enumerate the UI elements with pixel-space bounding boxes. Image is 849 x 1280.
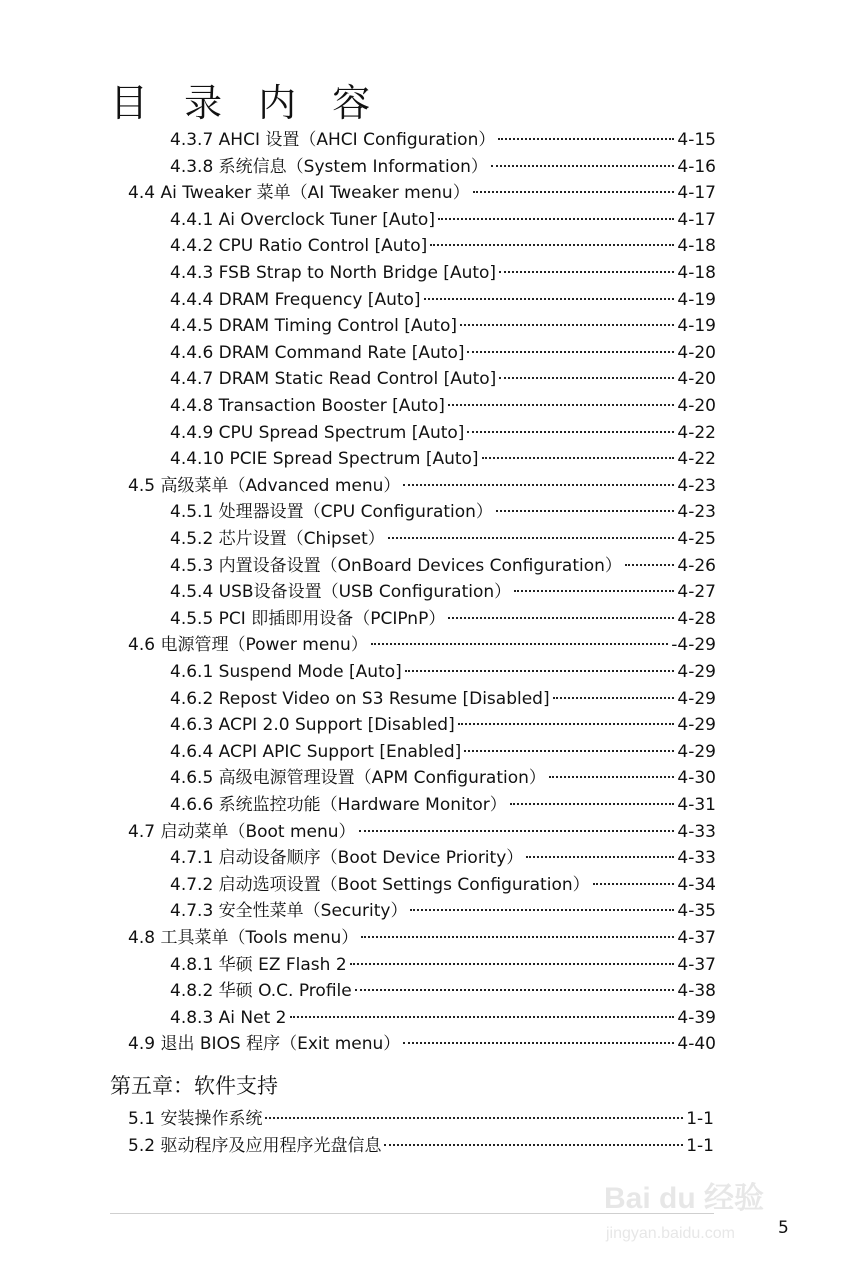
dot-leader — [491, 165, 675, 167]
toc-entry[interactable] — [0, 553, 716, 580]
toc-entry-page: 4-37 — [677, 954, 716, 975]
dot-leader — [448, 617, 674, 619]
toc-entry-title: 退出 BIOS 程序（Exit menu） — [160, 1034, 401, 1055]
toc-entry-page: 4-17 — [677, 209, 716, 230]
toc-entry-title: Repost Video on S3 Resume [Disabled] — [218, 688, 550, 709]
toc-entry-title: 安装操作系统 — [160, 1109, 263, 1129]
dot-leader — [290, 1016, 675, 1018]
toc-entry-page: 4-16 — [677, 156, 716, 177]
toc-entry-title: Ai Overclock Tuner [Auto] — [218, 209, 435, 230]
toc-entry-number: 4.4.5 — [170, 316, 214, 337]
dot-leader — [526, 856, 674, 858]
dot-leader — [593, 883, 675, 885]
toc-entry-number: 4.7.1 — [170, 848, 214, 869]
dot-leader — [625, 564, 675, 566]
toc-entry-title: USB设备设置（USB Configuration） — [218, 582, 512, 603]
dot-leader — [473, 191, 675, 193]
toc-entry[interactable] — [0, 898, 716, 925]
dot-leader — [424, 298, 675, 300]
dot-leader — [438, 218, 674, 220]
toc-entry-number: 4.4.4 — [170, 289, 214, 310]
toc-entry-number: 4.4.6 — [170, 342, 214, 363]
toc-entry[interactable] — [0, 260, 716, 287]
toc-entry-page: 4-29 — [677, 688, 716, 709]
toc-entry-page: 4-37 — [677, 928, 716, 948]
toc-entry-title: PCI 即插即用设备（PCIPnP） — [218, 608, 446, 629]
toc-entry[interactable] — [0, 313, 716, 340]
toc-entry-page: 4-20 — [677, 396, 716, 416]
dot-leader — [403, 1042, 674, 1044]
toc-entry-title: 芯片设置（Chipset） — [218, 529, 385, 549]
toc-entry-page: 1-1 — [686, 1109, 714, 1129]
toc-entry-title: 高级电源管理设置（APM Configuration） — [218, 768, 546, 789]
toc-entry-title: 工具菜单（Tools menu） — [160, 928, 359, 948]
toc-entry-number: 4.3.8 — [170, 156, 214, 177]
toc-entry-title: 高级菜单（Advanced menu） — [160, 475, 401, 496]
toc-entry-title: 华硕 O.C. Profile — [218, 981, 352, 1002]
toc-entry-title: Transaction Booster [Auto] — [218, 396, 445, 416]
dot-leader — [403, 484, 674, 486]
page-number: 5 — [778, 1218, 789, 1238]
toc-entry-number: 4.6.1 — [170, 662, 214, 682]
toc-entry-number: 4.6.3 — [170, 715, 214, 736]
toc-entry[interactable] — [0, 606, 716, 633]
toc-entry-page: 4-35 — [677, 901, 716, 922]
page-title: 目 录 内 容 — [110, 81, 383, 125]
watermark-brand: Bai du 经验 — [604, 1182, 765, 1215]
toc-entry-page: 4-31 — [677, 795, 716, 815]
toc-entry-title: ACPI 2.0 Support [Disabled] — [218, 715, 455, 736]
toc-entry-title: 电源管理（Power menu） — [160, 635, 368, 656]
toc-entry-title: CPU Ratio Control [Auto] — [218, 236, 428, 257]
dot-leader — [430, 244, 674, 246]
toc-entry-title: CPU Spread Spectrum [Auto] — [218, 422, 465, 443]
toc-entry-number: 4.4.8 — [170, 396, 214, 416]
toc-entry-number: 4.5.1 — [170, 502, 214, 523]
toc-entry-number: 4.6.4 — [170, 741, 214, 762]
dot-leader — [498, 138, 674, 140]
toc-entry-page: 4-40 — [677, 1034, 716, 1055]
dot-leader — [482, 457, 675, 459]
toc-entry[interactable] — [0, 154, 716, 181]
toc-entry-number: 4.6.2 — [170, 688, 214, 709]
toc-entry-number: 4.8.2 — [170, 981, 214, 1002]
chapter-5-list — [0, 1106, 849, 1159]
toc-entry[interactable] — [0, 287, 716, 314]
dot-leader — [371, 643, 668, 645]
dot-leader — [510, 803, 675, 805]
toc-entry-page: 4-39 — [677, 1007, 716, 1028]
toc-entry-title: 启动菜单（Boot menu） — [160, 821, 356, 842]
toc-entry-title: PCIE Spread Spectrum [Auto] — [229, 449, 479, 470]
toc-entry[interactable] — [0, 1005, 716, 1032]
toc-entry[interactable] — [0, 659, 716, 686]
toc-entry-title: DRAM Command Rate [Auto] — [218, 342, 465, 363]
toc-entry-number: 4.9 — [128, 1034, 156, 1055]
toc-entry-title: 启动选项设置（Boot Settings Configuration） — [218, 874, 590, 895]
toc-entry-title: 系统监控功能（Hardware Monitor） — [218, 795, 507, 815]
toc-entry-number: 4.5.3 — [170, 555, 214, 576]
dot-leader — [467, 351, 674, 353]
toc-entry-number: 4.5 — [128, 475, 156, 496]
toc-entry[interactable] — [0, 978, 716, 1005]
toc-entry-title: Ai Net 2 — [218, 1007, 287, 1028]
toc-entry-title: Suspend Mode [Auto] — [218, 662, 402, 682]
dot-leader — [265, 1117, 683, 1119]
toc-entry[interactable] — [0, 1133, 714, 1160]
toc-entry-number: 4.8.3 — [170, 1007, 214, 1028]
toc-entry-page: 4-22 — [677, 422, 716, 443]
dot-leader — [467, 431, 674, 433]
baidu-jingyan-watermark — [600, 1168, 800, 1248]
toc-entry-number: 4.6.5 — [170, 768, 214, 789]
toc-entry[interactable] — [0, 952, 716, 979]
toc-entry-page: 4-28 — [677, 608, 716, 629]
dot-leader — [549, 776, 674, 778]
toc-entry-number: 4.5.5 — [170, 608, 214, 629]
toc-entry-title: DRAM Frequency [Auto] — [218, 289, 421, 310]
toc-entry-number: 4.6 — [128, 635, 156, 656]
toc-entry[interactable] — [0, 526, 716, 553]
chapter-5-heading: 第五章：软件支持 — [110, 1074, 278, 1098]
dot-leader — [458, 723, 675, 725]
toc-entry-number: 4.8.1 — [170, 954, 214, 975]
toc-entry-page: 4-19 — [677, 289, 716, 310]
toc-entry-page: 4-18 — [677, 263, 716, 283]
toc-entry-page: 4-23 — [677, 502, 716, 523]
toc-entry-page: 4-29 — [677, 715, 716, 736]
toc-entry[interactable] — [0, 792, 716, 819]
toc-entry[interactable] — [0, 499, 716, 526]
toc-entry-number: 4.6.6 — [170, 795, 214, 815]
toc-entry[interactable] — [0, 180, 716, 207]
toc-entry[interactable] — [0, 207, 716, 234]
toc-entry-title: DRAM Timing Control [Auto] — [218, 316, 458, 337]
toc-entry-title: 系统信息（System Information） — [218, 156, 488, 177]
toc-entry[interactable] — [0, 127, 716, 154]
toc-entry-title: 内置设备设置（OnBoard Devices Configuration） — [218, 555, 622, 576]
dot-leader — [460, 324, 674, 326]
toc-entry-page: 4-23 — [677, 475, 716, 496]
toc-entry[interactable] — [0, 1031, 716, 1058]
toc-entry-number: 4.4.7 — [170, 369, 214, 390]
dot-leader — [384, 1144, 683, 1146]
toc-entry-page: -4-29 — [671, 635, 716, 656]
toc-entry-page: 4-20 — [677, 342, 716, 363]
toc-entry[interactable] — [0, 845, 716, 872]
toc-entry-title: 安全性菜单（Security） — [218, 901, 408, 922]
toc-entry-page: 4-19 — [677, 316, 716, 337]
dot-leader — [499, 271, 674, 273]
toc-entry[interactable] — [0, 420, 716, 447]
toc-entry-page: 4-18 — [677, 236, 716, 257]
toc-entry[interactable] — [0, 925, 716, 952]
dot-leader — [361, 936, 674, 938]
dot-leader — [388, 537, 675, 539]
toc-entry-title: 驱动程序及应用程序光盘信息 — [160, 1135, 382, 1156]
toc-entry-title: AHCI 设置（AHCI Configuration） — [218, 130, 496, 150]
toc-entry-page: 4-15 — [677, 130, 716, 150]
toc-entry-page: 4-22 — [677, 449, 716, 470]
dot-leader — [405, 670, 675, 672]
toc-entry-page: 4-27 — [677, 582, 716, 603]
dot-leader — [359, 830, 675, 832]
toc-entry[interactable] — [0, 712, 716, 739]
toc-entry-page: 4-30 — [677, 768, 716, 789]
dot-leader — [553, 697, 675, 699]
toc-entry[interactable] — [0, 233, 716, 260]
toc-entry-title: 华硕 EZ Flash 2 — [218, 954, 347, 975]
toc-entry[interactable] — [0, 473, 716, 500]
toc-entry[interactable] — [0, 872, 716, 899]
watermark-url: jingyan.baidu.com — [606, 1225, 735, 1242]
toc-entry[interactable] — [0, 819, 716, 846]
toc-entry[interactable] — [0, 446, 716, 473]
toc-entry-number: 4.4.1 — [170, 209, 214, 230]
toc-entry[interactable] — [0, 340, 716, 367]
toc-entry[interactable] — [0, 686, 716, 713]
toc-entry-number: 4.5.4 — [170, 582, 214, 603]
toc-entry[interactable] — [0, 765, 716, 792]
dot-leader — [464, 750, 674, 752]
dot-leader — [496, 510, 674, 512]
dot-leader — [448, 404, 675, 406]
toc-entry-title: DRAM Static Read Control [Auto] — [218, 369, 497, 390]
toc-entry-page: 1-1 — [686, 1135, 714, 1156]
toc-entry-page: 4-33 — [677, 821, 716, 842]
toc-entry-page: 4-34 — [677, 874, 716, 895]
toc-entry[interactable] — [0, 1106, 714, 1133]
dot-leader — [350, 963, 675, 965]
toc-entry-page: 4-25 — [677, 529, 716, 549]
toc-entry[interactable] — [0, 579, 716, 606]
dot-leader — [355, 989, 675, 991]
toc-entry-number: 4.4.10 — [170, 449, 225, 470]
toc-entry-number: 4.4 — [128, 183, 156, 204]
toc-entry-page: 4-20 — [677, 369, 716, 390]
toc-entry[interactable] — [0, 739, 716, 766]
toc-entry-title: FSB Strap to North Bridge [Auto] — [218, 263, 497, 283]
toc-entry-title: 处理器设置（CPU Configuration） — [218, 502, 493, 523]
dot-leader — [499, 377, 674, 379]
toc-entry-number: 4.3.7 — [170, 130, 214, 150]
toc-entry[interactable] — [0, 366, 716, 393]
toc-entry-number: 4.5.2 — [170, 529, 214, 549]
toc-entry-page: 4-29 — [677, 662, 716, 682]
toc-entry-number: 5.2 — [128, 1135, 156, 1156]
toc-entry-page: 4-33 — [677, 848, 716, 869]
toc-entry-page: 4-29 — [677, 741, 716, 762]
toc-entry-number: 4.7.3 — [170, 901, 214, 922]
toc-entry-page: 4-38 — [677, 981, 716, 1002]
toc-entry-number: 4.8 — [128, 928, 156, 948]
toc-entry-number: 4.4.9 — [170, 422, 214, 443]
toc-entry[interactable] — [0, 632, 716, 659]
toc-entry-title: ACPI APIC Support [Enabled] — [218, 741, 462, 762]
toc-entry-title: Ai Tweaker 菜单（AI Tweaker menu） — [160, 183, 470, 204]
toc-entry-page: 4-26 — [677, 555, 716, 576]
toc-entry-page: 4-17 — [677, 183, 716, 204]
toc-entry[interactable] — [0, 393, 716, 420]
toc-entry-number: 4.7 — [128, 821, 156, 842]
toc-entry-number: 5.1 — [128, 1109, 156, 1129]
toc-entry-number: 4.4.2 — [170, 236, 214, 257]
toc-entry-title: 启动设备顺序（Boot Device Priority） — [218, 848, 524, 869]
dot-leader — [514, 590, 674, 592]
toc-entry-number: 4.4.3 — [170, 263, 214, 283]
toc-entry-number: 4.7.2 — [170, 874, 214, 895]
dot-leader — [410, 909, 674, 911]
